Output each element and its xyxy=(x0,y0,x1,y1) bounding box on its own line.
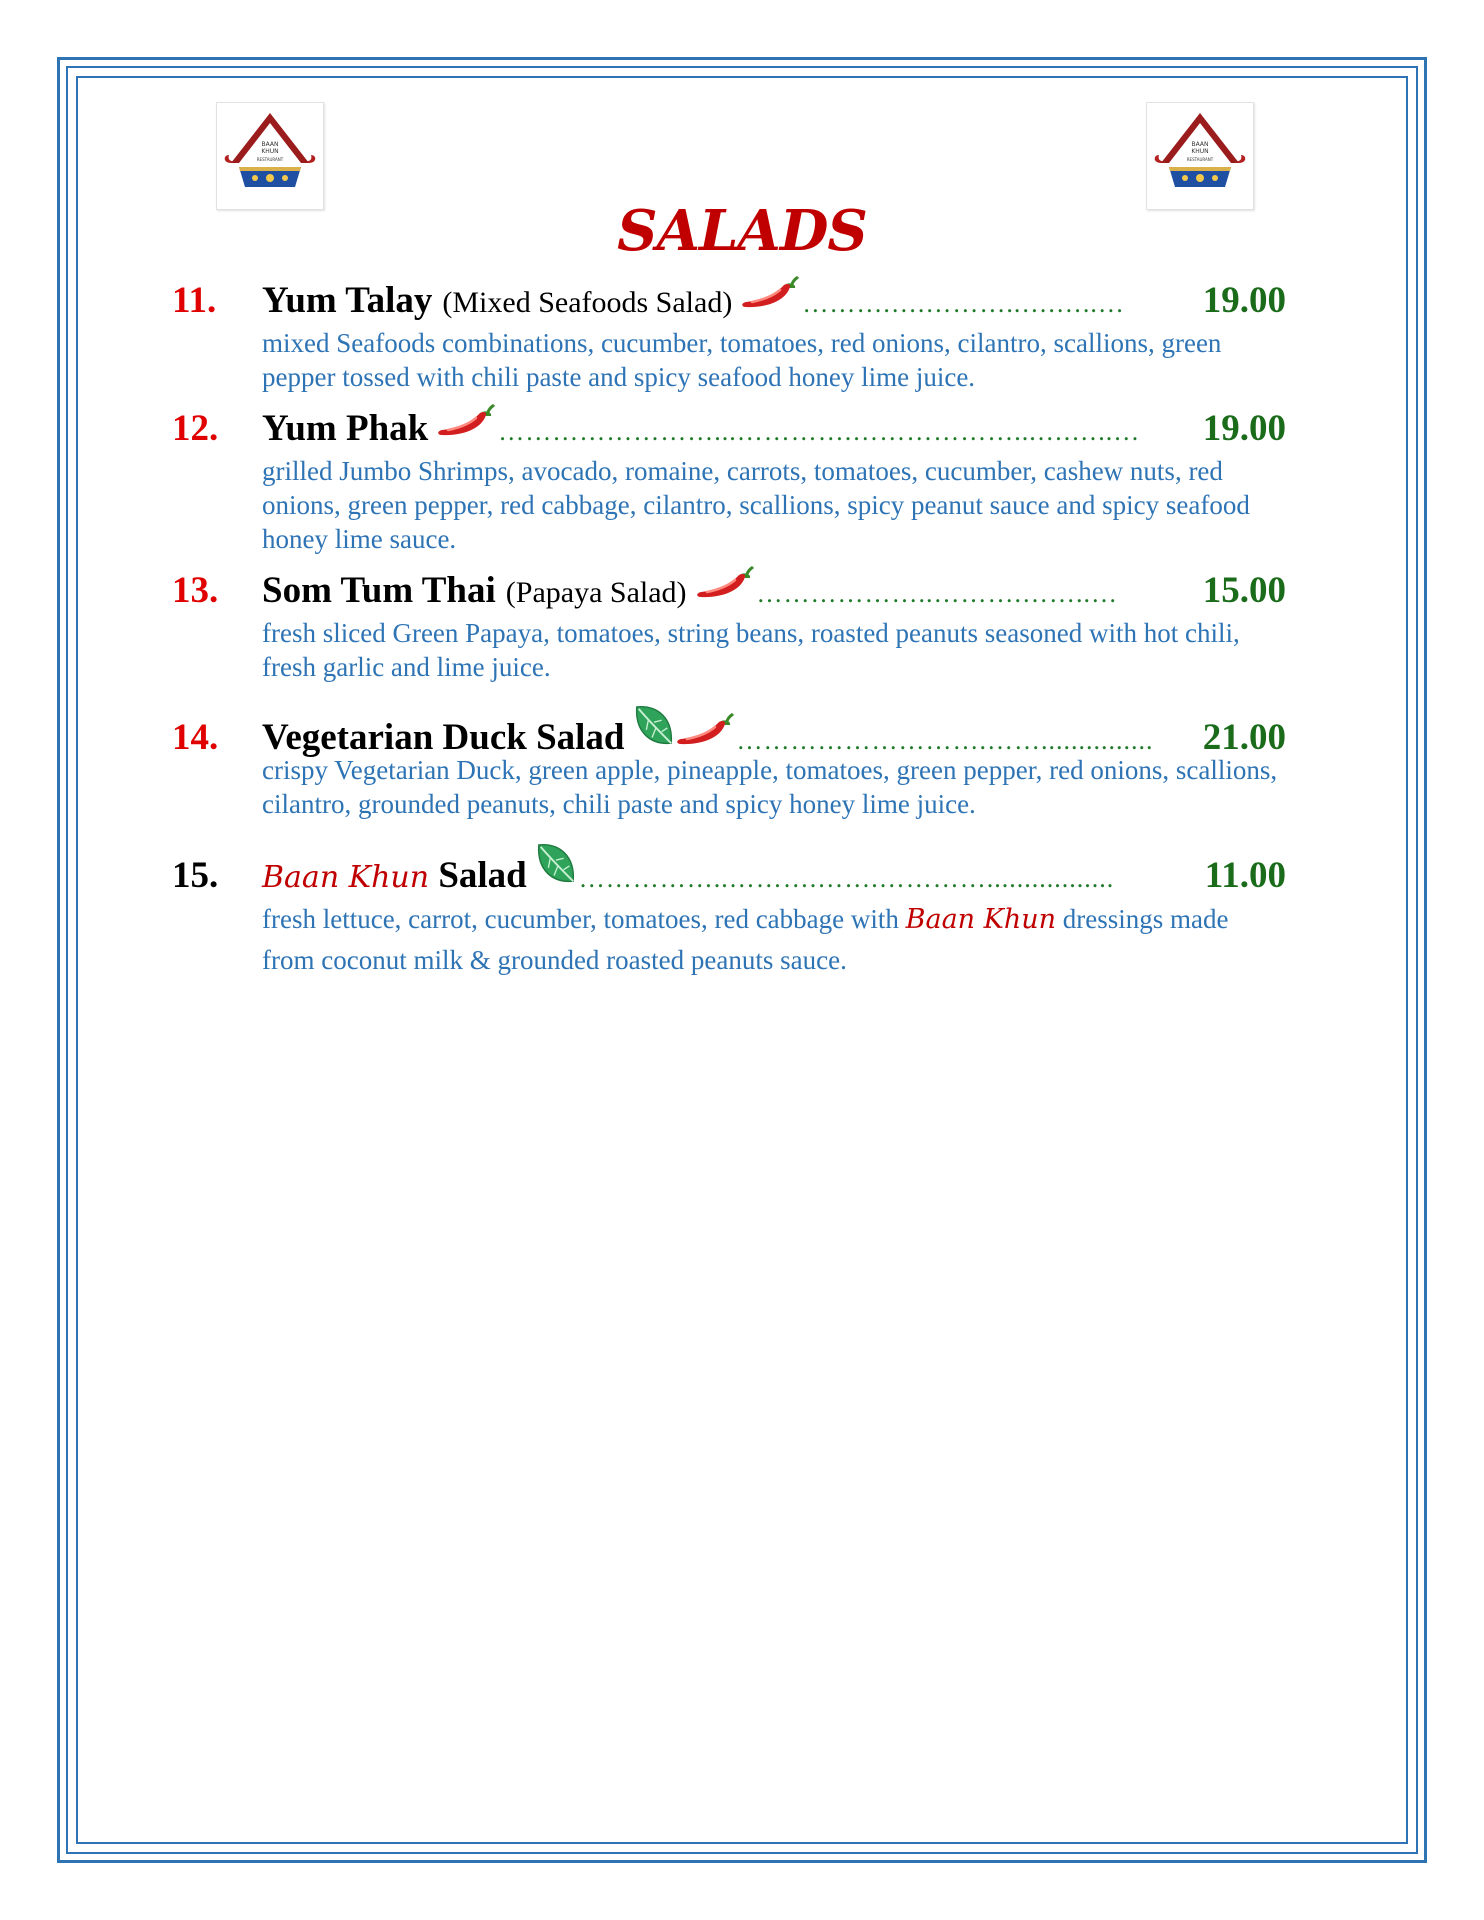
item-price: 11.00 xyxy=(1204,855,1286,896)
item-name: Som Tum Thai xyxy=(262,570,496,611)
chili-pepper-icon xyxy=(695,566,755,602)
brand-name-script: Baan Khun xyxy=(905,904,1056,935)
menu-item xyxy=(172,703,1286,821)
description-part-1: fresh lettuce, carrot, cucumber, tomatoes, red cabbage with xyxy=(262,904,899,934)
item-price: 21.00 xyxy=(1202,717,1286,758)
item-price: 19.00 xyxy=(1202,280,1286,321)
dot-leader: ……….….………..….…..… xyxy=(802,289,1125,318)
svg-text:KHUN: KHUN xyxy=(261,148,279,155)
chili-pepper-icon xyxy=(740,276,800,312)
brand-name-script: Baan Khun xyxy=(262,860,430,895)
svg-text:RESTAURANT: RESTAURANT xyxy=(1186,157,1214,162)
leaf-icon xyxy=(633,703,675,749)
svg-text:BAAN: BAAN xyxy=(261,141,279,148)
dot-leader: ……………..……….…….…………................. xyxy=(578,864,1115,893)
item-name: Yum Phak xyxy=(262,408,429,449)
leaf-icon xyxy=(535,841,577,887)
chili-pepper-icon xyxy=(436,404,496,440)
menu-item xyxy=(172,566,1286,684)
item-number: 12. xyxy=(172,408,219,449)
menu-item xyxy=(172,841,1286,980)
svg-text:RESTAURANT: RESTAURANT xyxy=(256,157,284,162)
item-subtitle: (Mixed Seafoods Salad) xyxy=(442,286,733,319)
item-description xyxy=(262,899,1286,980)
item-price: 19.00 xyxy=(1202,408,1286,449)
section-title: SALADS xyxy=(617,198,867,264)
svg-text:BAAN: BAAN xyxy=(1191,141,1209,148)
chili-pepper-icon xyxy=(675,713,735,749)
item-name: Vegetarian Duck Salad xyxy=(262,717,625,758)
item-number: 11. xyxy=(172,280,217,321)
description-part-2: dressings made from coconut milk & grounded roasted peanuts sauce. xyxy=(262,904,1229,975)
menu-item xyxy=(172,276,1286,394)
item-description: fresh sliced Green Papaya, tomatoes, string beans, roasted peanuts seasoned with hot chili, fresh garlic and lime juice. xyxy=(262,618,1240,682)
restaurant-logo xyxy=(1146,102,1254,210)
item-name-text: Salad xyxy=(438,855,527,896)
item-name xyxy=(262,854,527,897)
dot-leader: ………………..……….……..… xyxy=(756,579,1119,608)
menu-item xyxy=(172,404,1286,556)
item-description: mixed Seafoods combinations, cucumber, tomatoes, red onions, cilantro, scallions, green pepper tossed with chili paste and spicy seafood honey lime juice. xyxy=(262,328,1222,392)
item-price: 15.00 xyxy=(1202,570,1286,611)
svg-text:KHUN: KHUN xyxy=(1191,148,1209,155)
dot-leader: ……………………...………….………………...….…..… xyxy=(498,417,1141,446)
item-subtitle: (Papaya Salad) xyxy=(505,576,687,609)
restaurant-logo xyxy=(216,102,324,210)
dot-leader: ……………………….……............... xyxy=(736,726,1154,755)
item-number: 13. xyxy=(172,570,219,611)
item-description: grilled Jumbo Shrimps, avocado, romaine, carrots, tomatoes, cucumber, cashew nuts, red onions, green pepper, red cabbage, cilantro, scallions, spicy peanut sauce and spicy seafood honey lime sauce. xyxy=(262,456,1250,554)
item-number: 14. xyxy=(172,717,219,758)
item-number: 15. xyxy=(172,855,219,896)
item-description: crispy Vegetarian Duck, green apple, pineapple, tomatoes, green pepper, red onions, scallions, cilantro, grounded peanuts, chili paste and spicy honey lime juice. xyxy=(262,755,1278,819)
item-name: Yum Talay xyxy=(262,280,433,321)
